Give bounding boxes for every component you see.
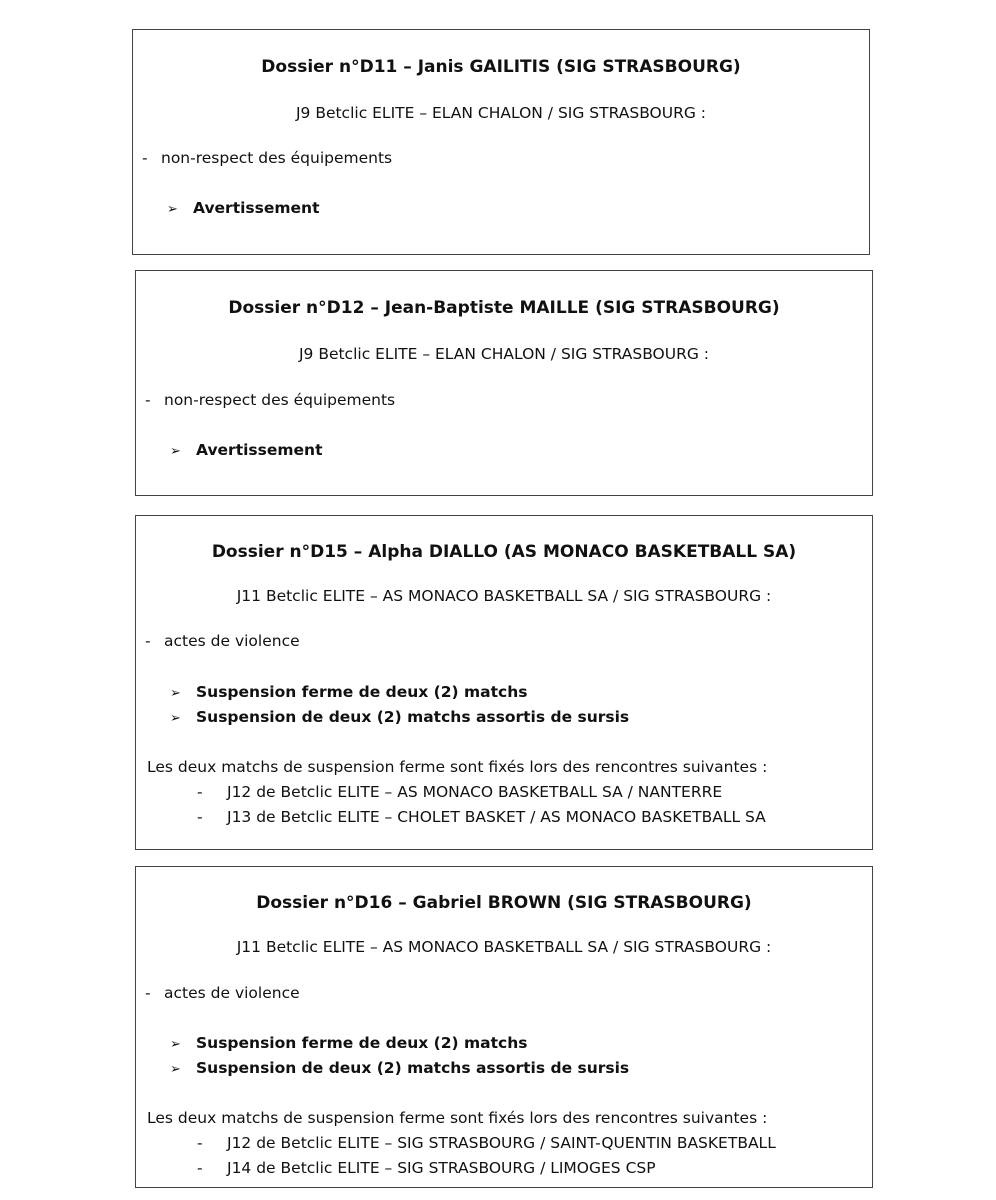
dossier-title: Dossier n°D15 – Alpha DIALLO (AS MONACO BASKETBALL SA) bbox=[211, 542, 797, 562]
fixture-text: J12 de Betclic ELITE – SIG STRASBOURG / SAINT-QUENTIN BASKETBALL bbox=[227, 1134, 776, 1152]
sanction-item bbox=[170, 708, 629, 726]
arrow-bullet-icon: ➢ bbox=[170, 1062, 181, 1077]
dossier-d16-box bbox=[135, 866, 873, 1188]
charge-item bbox=[142, 149, 392, 167]
sanction-item bbox=[170, 1034, 528, 1052]
suspension-fixtures-note: Les deux matchs de suspension ferme sont fixés lors des rencontres suivantes : bbox=[147, 758, 768, 776]
charge-item bbox=[145, 391, 395, 409]
dash-bullet: - bbox=[145, 984, 151, 1002]
fixture-item bbox=[197, 783, 722, 801]
dossier-d15-box bbox=[135, 515, 873, 850]
arrow-bullet-icon: ➢ bbox=[170, 686, 181, 701]
arrow-bullet-icon: ➢ bbox=[170, 1037, 181, 1052]
arrow-bullet-icon: ➢ bbox=[167, 202, 178, 217]
suspension-fixtures-note: Les deux matchs de suspension ferme sont fixés lors des rencontres suivantes : bbox=[147, 1109, 768, 1127]
sanction-item bbox=[170, 1059, 629, 1077]
charge-item bbox=[145, 984, 300, 1002]
dossier-d12-box bbox=[135, 270, 873, 496]
fixture-item bbox=[197, 1159, 656, 1177]
match-line: J9 Betclic ELITE – ELAN CHALON / SIG STRASBOURG : bbox=[298, 345, 710, 363]
dash-bullet: - bbox=[145, 391, 151, 409]
fixture-text: J14 de Betclic ELITE – SIG STRASBOURG / LIMOGES CSP bbox=[227, 1159, 656, 1177]
sanction-text: Suspension de deux (2) matchs assortis de sursis bbox=[196, 708, 630, 726]
charge-text: actes de violence bbox=[164, 632, 300, 650]
sanction-text: Suspension ferme de deux (2) matchs bbox=[196, 1034, 528, 1052]
match-line: J11 Betclic ELITE – AS MONACO BASKETBALL SA / SIG STRASBOURG : bbox=[236, 938, 772, 956]
arrow-bullet-icon: ➢ bbox=[170, 711, 181, 726]
dash-bullet: - bbox=[197, 808, 203, 826]
fixture-text: J12 de Betclic ELITE – AS MONACO BASKETBALL SA / NANTERRE bbox=[227, 783, 723, 801]
fixture-item bbox=[197, 808, 766, 826]
sanction-item bbox=[170, 441, 323, 459]
dash-bullet: - bbox=[142, 149, 148, 167]
sanction-item bbox=[167, 199, 320, 217]
dossier-d11-box bbox=[132, 29, 870, 255]
dash-bullet: - bbox=[145, 632, 151, 650]
dossier-title: Dossier n°D12 – Jean-Baptiste MAILLE (SIG STRASBOURG) bbox=[228, 298, 780, 318]
sanction-text: Avertissement bbox=[193, 199, 320, 217]
sanction-item bbox=[170, 683, 528, 701]
match-line: J11 Betclic ELITE – AS MONACO BASKETBALL SA / SIG STRASBOURG : bbox=[236, 587, 772, 605]
dossier-title: Dossier n°D11 – Janis GAILITIS (SIG STRASBOURG) bbox=[261, 57, 741, 77]
match-line: J9 Betclic ELITE – ELAN CHALON / SIG STRASBOURG : bbox=[295, 104, 707, 122]
fixture-item bbox=[197, 1134, 776, 1152]
arrow-bullet-icon: ➢ bbox=[170, 444, 181, 459]
dash-bullet: - bbox=[197, 1134, 203, 1152]
charge-text: non-respect des équipements bbox=[161, 149, 393, 167]
sanction-text: Suspension de deux (2) matchs assortis de sursis bbox=[196, 1059, 630, 1077]
charge-text: actes de violence bbox=[164, 984, 300, 1002]
dash-bullet: - bbox=[197, 1159, 203, 1177]
charge-text: non-respect des équipements bbox=[164, 391, 396, 409]
fixture-text: J13 de Betclic ELITE – CHOLET BASKET / AS MONACO BASKETBALL SA bbox=[227, 808, 766, 826]
sanction-text: Avertissement bbox=[196, 441, 323, 459]
dash-bullet: - bbox=[197, 783, 203, 801]
charge-item bbox=[145, 632, 300, 650]
dossier-title: Dossier n°D16 – Gabriel BROWN (SIG STRASBOURG) bbox=[256, 893, 752, 913]
sanction-text: Suspension ferme de deux (2) matchs bbox=[196, 683, 528, 701]
